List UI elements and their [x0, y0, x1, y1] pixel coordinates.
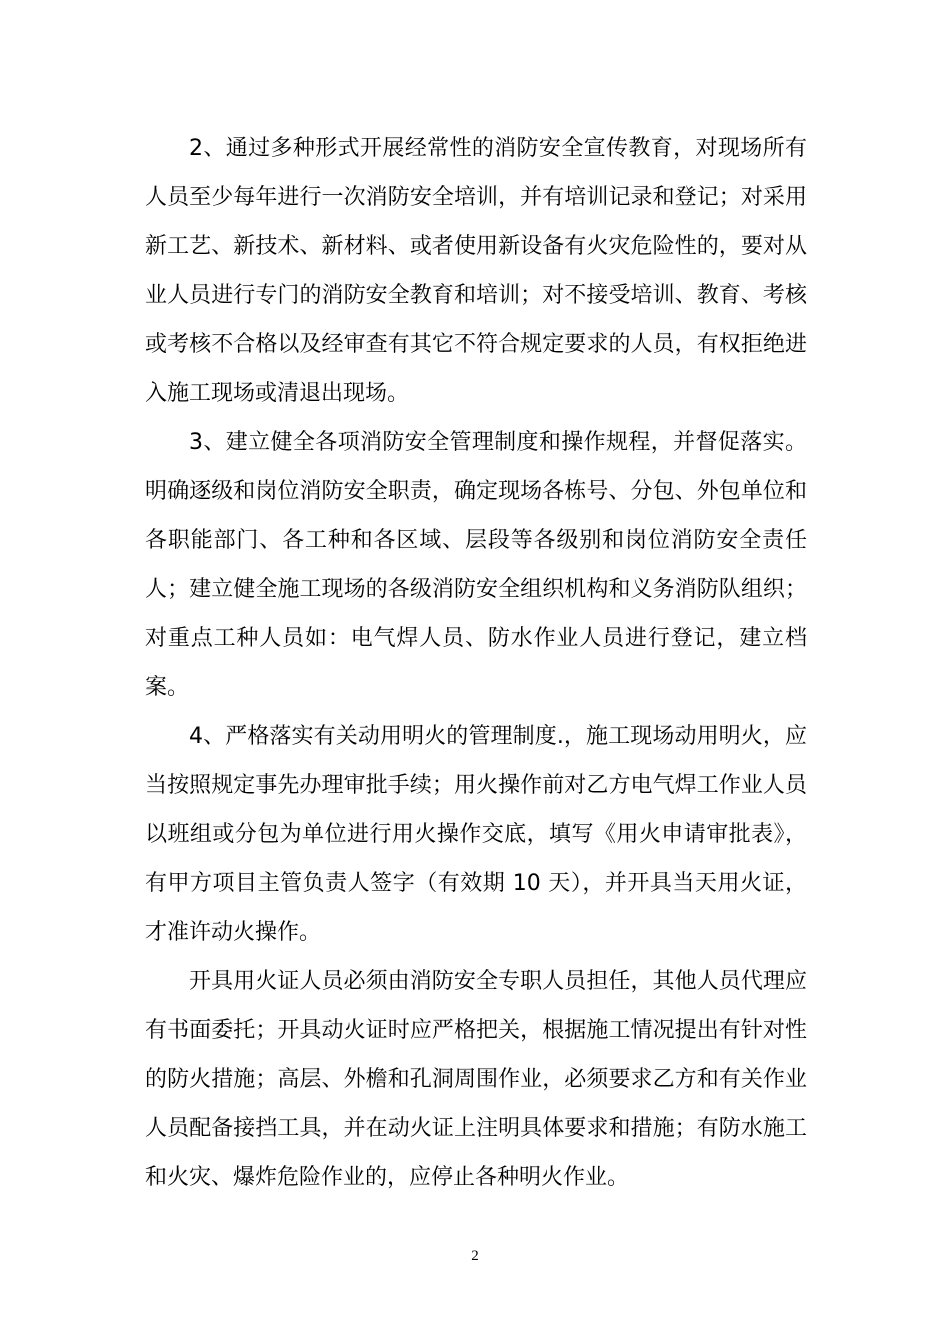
document-body — [145, 124, 807, 1202]
paragraph-fire-permit: 开具用火证人员必须由消防安全专职人员担任，其他人员代理应有书面委托；开具动火证时应严格把关，根据施工情况提出有针对性的防火措施；高层、外檐和孔洞周围作业，必须要求乙方和有关作业人员配备接挡工具，并在动火证上注明具体要求和措施；有防水施工和火灾、爆炸危险作业的，应停止各种明火作业。 — [145, 969, 807, 1190]
paragraph-training: 2、通过多种形式开展经常性的消防安全宣传教育，对现场所有人员至少每年进行一次消防安全培训，并有培训记录和登记；对采用新工艺、新技术、新材料、或者使用新设备有火灾危险性的，要对从业人员进行专门的消防安全教育和培训；对不接受培训、教育、考核或考核不合格以及经审查有其它不符合规定要求的人员，有权拒绝进入施工现场或清退出现场。 — [145, 136, 807, 406]
paragraph-open-fire-rules: 4、严格落实有关动用明火的管理制度.，施工现场动用明火，应当按照规定事先办理审批手续；用火操作前对乙方电气焊工作业人员以班组或分包为单位进行用火操作交底，填写《用火申请审批表》，有甲方项目主管负责人签字（有效期 10 天），并开具当天用火证，才准许动火操作。 — [145, 724, 807, 945]
page-number: 2 — [471, 1248, 479, 1264]
paragraph-management-system: 3、建立健全各项消防安全管理制度和操作规程，并督促落实。明确逐级和岗位消防安全职责，确定现场各栋号、分包、外包单位和各职能部门、各工种和各区域、层段等各级别和岗位消防安全责任人；建立健全施工现场的各级消防安全组织机构和义务消防队组织；对重点工种人员如：电气焊人员、防水作业人员进行登记，建立档案。 — [145, 430, 807, 700]
